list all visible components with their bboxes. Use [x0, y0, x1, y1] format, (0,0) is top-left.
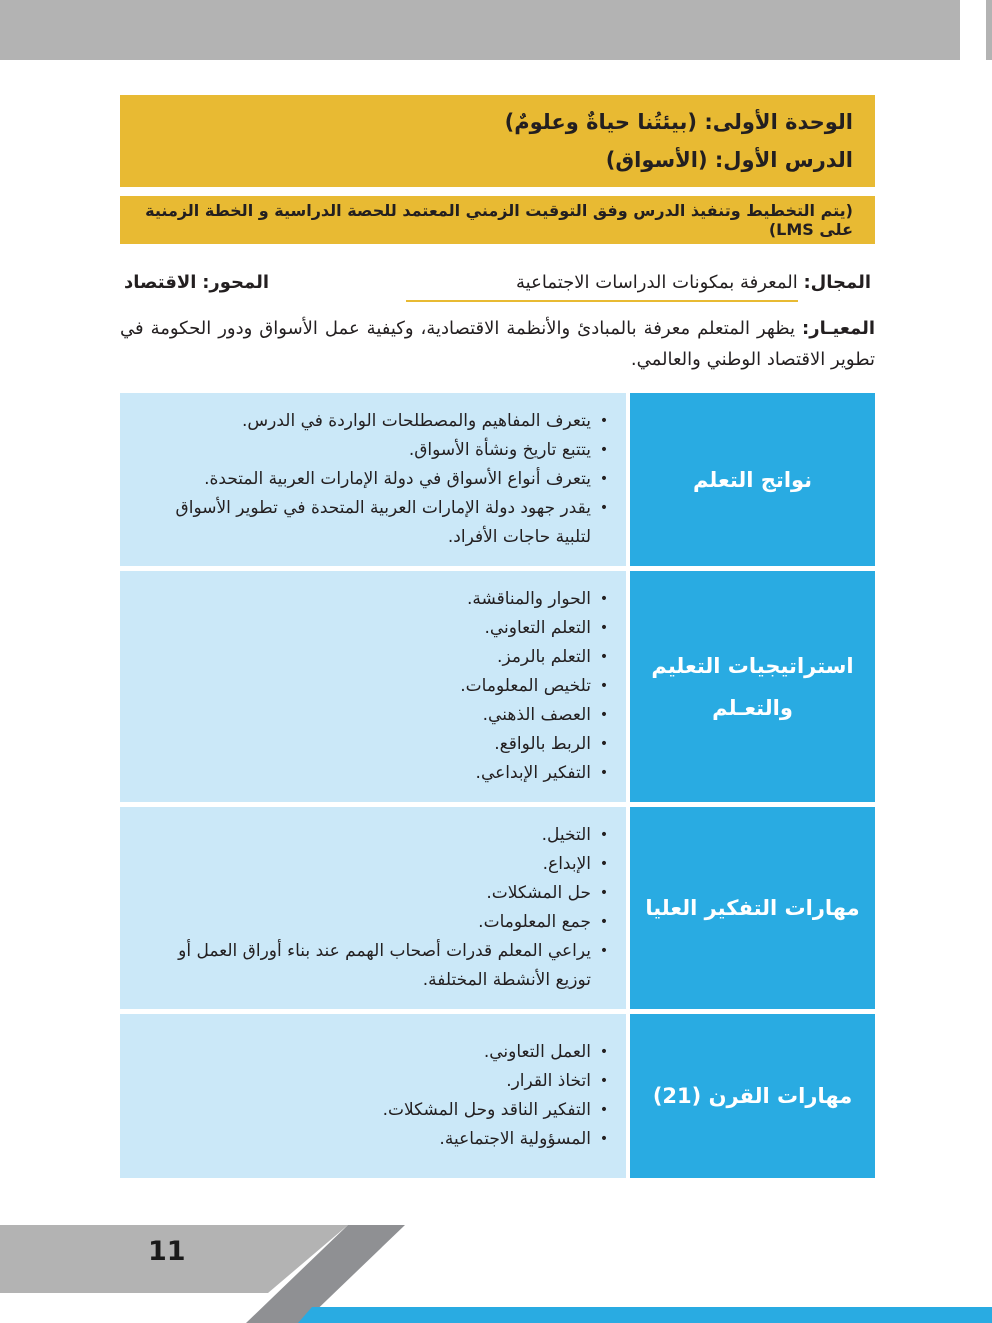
- bullet-icon: •: [599, 736, 609, 752]
- bullet-item: [138, 494, 610, 552]
- lesson-plan-table: [120, 393, 875, 1178]
- bullet-item: [138, 730, 610, 759]
- bullet-text: يتعرف المفاهيم والمصطلحات الواردة في الدرس.: [242, 411, 591, 431]
- bullet-item: [138, 1096, 610, 1125]
- bullet-text: يقدر جهود دولة الإمارات العربية المتحدة في تطوير الأسواق لتلبية حاجات الأفراد.: [175, 498, 591, 547]
- bullet-text: العصف الذهني.: [482, 705, 591, 725]
- bullet-item: [138, 672, 610, 701]
- bullet-item: [138, 701, 610, 730]
- bullet-icon: •: [599, 500, 609, 516]
- row-header: استراتيجيات التعليم والتعـلم: [630, 571, 875, 802]
- bullet-text: التفكير الإبداعي.: [475, 763, 591, 783]
- table-row: [120, 1014, 875, 1178]
- bullet-icon: •: [599, 649, 609, 665]
- bullet-icon: •: [599, 943, 609, 959]
- bullet-icon: •: [599, 885, 609, 901]
- standard-label: المعيـار:: [802, 318, 875, 339]
- bullet-text: التفكير الناقد وحل المشكلات.: [382, 1100, 591, 1120]
- bullet-icon: •: [599, 1102, 609, 1118]
- domain-field: [406, 272, 871, 293]
- bullet-item: [138, 850, 610, 879]
- bullet-item: [138, 436, 610, 465]
- bullet-text: المسؤولية الاجتماعية.: [439, 1129, 591, 1149]
- bullet-icon: •: [599, 471, 609, 487]
- domain-label: المجال:: [803, 272, 871, 293]
- bullet-icon: •: [599, 442, 609, 458]
- bullet-icon: •: [599, 1131, 609, 1147]
- footer-blue-strip: [298, 1307, 992, 1323]
- lesson-title: الدرس الأول: (الأسواق): [605, 148, 853, 172]
- bullet-item: [138, 759, 610, 788]
- bullet-item: [138, 614, 610, 643]
- bullet-text: الإبداع.: [542, 854, 591, 874]
- row-header: مهارات التفكير العليا: [630, 807, 875, 1009]
- bullet-icon: •: [599, 1044, 609, 1060]
- bullet-text: يتعرف أنواع الأسواق في دولة الإمارات العربية المتحدة.: [204, 469, 591, 489]
- bullet-text: التعلم بالرمز.: [497, 647, 591, 667]
- bullet-text: العمل التعاوني.: [483, 1042, 591, 1062]
- bullet-text: الربط بالواقع.: [494, 734, 591, 754]
- unit-lesson-banner: [120, 95, 875, 187]
- bullet-item: [138, 1038, 610, 1067]
- table-row: [120, 807, 875, 1009]
- bullet-icon: •: [599, 620, 609, 636]
- table-row: [120, 571, 875, 802]
- bullet-icon: •: [599, 914, 609, 930]
- bullet-icon: •: [599, 707, 609, 723]
- bullet-item: [138, 879, 610, 908]
- bullet-text: يتتبع تاريخ ونشأة الأسواق.: [408, 440, 591, 460]
- bullet-text: التخيل.: [541, 825, 591, 845]
- axis-value: الاقتصاد: [124, 272, 197, 293]
- planning-notice-text: (يتم التخطيط وتنفيذ الدرس وفق التوقيت الزمني المعتمد للحصة الدراسية و الخطة الزمنية على LMS): [145, 201, 853, 239]
- planning-notice-bar: [120, 196, 875, 244]
- bullet-item: [138, 821, 610, 850]
- bullet-icon: •: [599, 413, 609, 429]
- bullet-item: [138, 465, 610, 494]
- bullet-text: اتخاذ القرار.: [506, 1071, 591, 1091]
- bullet-icon: •: [599, 1073, 609, 1089]
- bullet-icon: •: [599, 827, 609, 843]
- bullet-text: الحوار والمناقشة.: [466, 589, 591, 609]
- row-content: [120, 807, 626, 1009]
- bullet-item: [138, 1067, 610, 1096]
- bullet-item: [138, 407, 610, 436]
- bullet-icon: •: [599, 856, 609, 872]
- bullet-text: جمع المعلومات.: [478, 912, 591, 932]
- bullet-item: [138, 643, 610, 672]
- unit-title: الوحدة الأولى: (بيئتُنا حياةٌ وعلومٌ): [504, 110, 853, 134]
- domain-value: المعرفة بمكونات الدراسات الاجتماعية: [406, 272, 798, 302]
- bullet-icon: •: [599, 678, 609, 694]
- bullet-item: [138, 1125, 610, 1154]
- domain-axis-row: [120, 272, 875, 293]
- bullet-text: يراعي المعلم قدرات أصحاب الهمم عند بناء أوراق العمل أو توزيع الأنشطة المختلفة.: [178, 941, 591, 990]
- top-gray-bar: [0, 0, 992, 60]
- axis-field: [124, 272, 269, 293]
- row-content: [120, 393, 626, 566]
- standard-paragraph: [120, 313, 875, 375]
- row-content: [120, 571, 626, 802]
- standard-text: يظهر المتعلم معرفة بالمبادئ والأنظمة الاقتصادية، وكيفية عمل الأسواق ودور الحكومة في تطوير الاقتصاد الوطني والعالمي.: [120, 318, 875, 370]
- row-header: مهارات القرن (21): [630, 1014, 875, 1178]
- bullet-text: حل المشكلات.: [486, 883, 591, 903]
- row-header: نواتج التعلم: [630, 393, 875, 566]
- table-row: [120, 393, 875, 566]
- page-number: 11: [148, 1236, 186, 1267]
- bullet-text: التعلم التعاوني.: [484, 618, 591, 638]
- bullet-item: [138, 585, 610, 614]
- row-content: [120, 1014, 626, 1178]
- bullet-icon: •: [599, 591, 609, 607]
- top-bar-notch: [960, 0, 986, 60]
- bullet-item: [138, 908, 610, 937]
- axis-label: المحور:: [202, 272, 270, 293]
- bullet-icon: •: [599, 765, 609, 781]
- page-content: [120, 95, 875, 1183]
- bullet-text: تلخيص المعلومات.: [460, 676, 591, 696]
- bullet-item: [138, 937, 610, 995]
